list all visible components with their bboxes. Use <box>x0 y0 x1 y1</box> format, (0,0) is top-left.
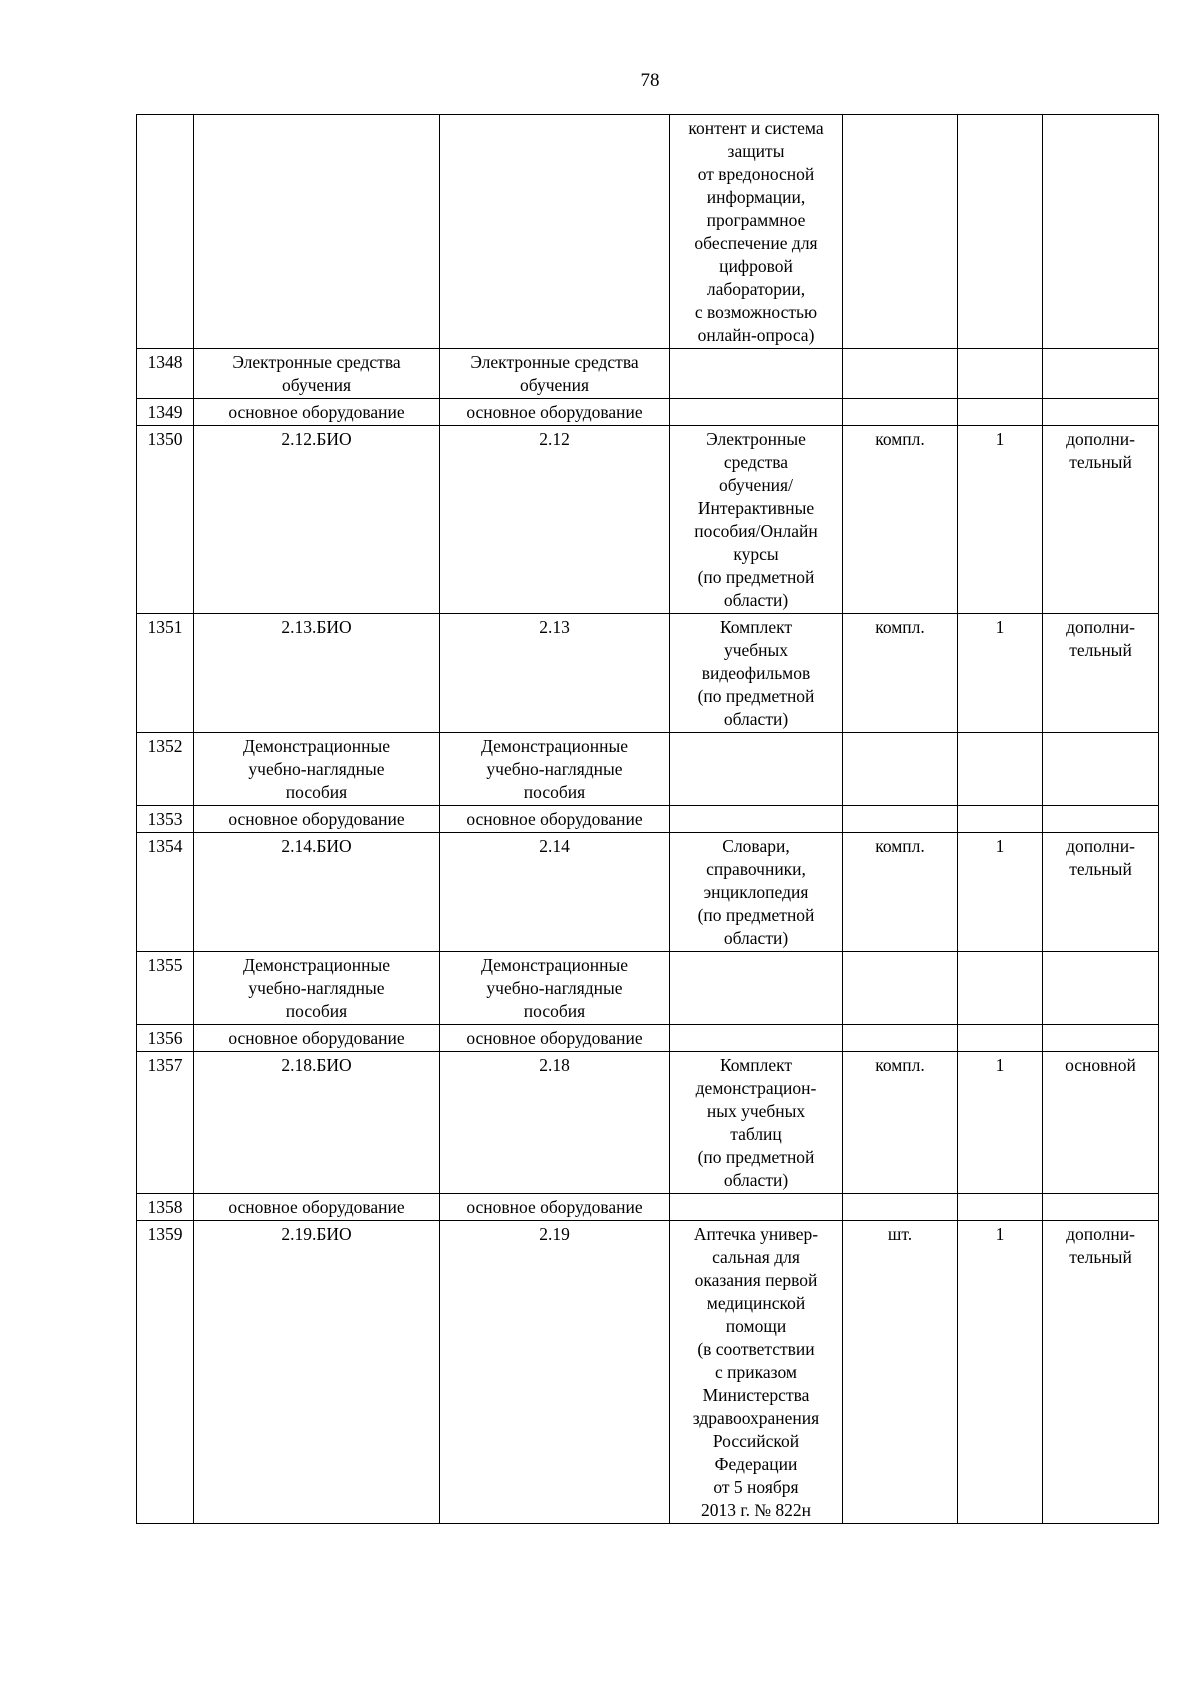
code-cell: основное оборудование <box>194 1194 440 1221</box>
table-row <box>137 1221 1159 1524</box>
unit-cell: компл. <box>843 833 958 952</box>
section-cell: основное оборудование <box>440 806 670 833</box>
item-name-cell <box>670 1025 843 1052</box>
item-name-cell: Комплект учебных видеофильмов (по предметной области) <box>670 614 843 733</box>
unit-cell: компл. <box>843 614 958 733</box>
quantity-cell: 1 <box>958 833 1043 952</box>
code-cell <box>194 115 440 349</box>
type-cell <box>1043 952 1159 1025</box>
code-cell: 2.18.БИО <box>194 1052 440 1194</box>
type-cell: дополни- тельный <box>1043 833 1159 952</box>
row-number-cell: 1357 <box>137 1052 194 1194</box>
code-cell: 2.13.БИО <box>194 614 440 733</box>
code-cell: основное оборудование <box>194 806 440 833</box>
table-row <box>137 399 1159 426</box>
section-cell: Демонстрационные учебно-наглядные пособия <box>440 952 670 1025</box>
item-name-cell: Комплект демонстрацион- ных учебных таблиц (по предметной области) <box>670 1052 843 1194</box>
code-cell: Электронные средства обучения <box>194 349 440 399</box>
type-cell <box>1043 733 1159 806</box>
row-number-cell: 1350 <box>137 426 194 614</box>
row-number-cell: 1349 <box>137 399 194 426</box>
quantity-cell <box>958 1194 1043 1221</box>
unit-cell: компл. <box>843 426 958 614</box>
quantity-cell <box>958 806 1043 833</box>
row-number-cell <box>137 115 194 349</box>
table-row <box>137 614 1159 733</box>
section-cell: Демонстрационные учебно-наглядные пособия <box>440 733 670 806</box>
table-row <box>137 1052 1159 1194</box>
item-name-cell <box>670 952 843 1025</box>
item-name-cell: Аптечка универ- сальная для оказания первой медицинской помощи (в соответствии с приказом Министерства здравоохранения Российской Федерации от 5 ноября 2013 г. № 822н <box>670 1221 843 1524</box>
row-number-cell: 1351 <box>137 614 194 733</box>
unit-cell <box>843 115 958 349</box>
equipment-table <box>136 114 1159 1524</box>
unit-cell: шт. <box>843 1221 958 1524</box>
quantity-cell: 1 <box>958 1221 1043 1524</box>
item-name-cell <box>670 733 843 806</box>
table-row <box>137 1194 1159 1221</box>
type-cell <box>1043 115 1159 349</box>
section-cell: 2.19 <box>440 1221 670 1524</box>
table-row <box>137 952 1159 1025</box>
type-cell <box>1043 1025 1159 1052</box>
section-cell <box>440 115 670 349</box>
item-name-cell <box>670 806 843 833</box>
row-number-cell: 1356 <box>137 1025 194 1052</box>
section-cell: основное оборудование <box>440 399 670 426</box>
type-cell: основной <box>1043 1052 1159 1194</box>
type-cell: дополни- тельный <box>1043 426 1159 614</box>
quantity-cell: 1 <box>958 614 1043 733</box>
row-number-cell: 1359 <box>137 1221 194 1524</box>
unit-cell: компл. <box>843 1052 958 1194</box>
unit-cell <box>843 806 958 833</box>
section-cell: 2.14 <box>440 833 670 952</box>
type-cell <box>1043 399 1159 426</box>
code-cell: 2.12.БИО <box>194 426 440 614</box>
code-cell: 2.19.БИО <box>194 1221 440 1524</box>
code-cell: Демонстрационные учебно-наглядные пособия <box>194 733 440 806</box>
section-cell: 2.12 <box>440 426 670 614</box>
section-cell: Электронные средства обучения <box>440 349 670 399</box>
row-number-cell: 1354 <box>137 833 194 952</box>
type-cell <box>1043 349 1159 399</box>
type-cell <box>1043 806 1159 833</box>
item-name-cell: Словари, справочники, энциклопедия (по предметной области) <box>670 833 843 952</box>
table-row <box>137 426 1159 614</box>
item-name-cell <box>670 1194 843 1221</box>
quantity-cell: 1 <box>958 1052 1043 1194</box>
type-cell <box>1043 1194 1159 1221</box>
item-name-cell: Электронные средства обучения/ Интерактивные пособия/Онлайн курсы (по предметной области) <box>670 426 843 614</box>
quantity-cell <box>958 952 1043 1025</box>
table-row <box>137 115 1159 349</box>
type-cell: дополни- тельный <box>1043 614 1159 733</box>
quantity-cell <box>958 349 1043 399</box>
unit-cell <box>843 349 958 399</box>
table-row <box>137 833 1159 952</box>
quantity-cell <box>958 1025 1043 1052</box>
type-cell: дополни- тельный <box>1043 1221 1159 1524</box>
unit-cell <box>843 952 958 1025</box>
row-number-cell: 1355 <box>137 952 194 1025</box>
code-cell: основное оборудование <box>194 1025 440 1052</box>
row-number-cell: 1352 <box>137 733 194 806</box>
quantity-cell <box>958 115 1043 349</box>
table-row <box>137 806 1159 833</box>
unit-cell <box>843 399 958 426</box>
item-name-cell: контент и система защиты от вредоносной информации, программное обеспечение для цифровой лаборатории, с возможностью онлайн-опроса) <box>670 115 843 349</box>
quantity-cell <box>958 733 1043 806</box>
row-number-cell: 1348 <box>137 349 194 399</box>
item-name-cell <box>670 399 843 426</box>
unit-cell <box>843 1025 958 1052</box>
section-cell: основное оборудование <box>440 1194 670 1221</box>
quantity-cell: 1 <box>958 426 1043 614</box>
code-cell: основное оборудование <box>194 399 440 426</box>
quantity-cell <box>958 399 1043 426</box>
page-number: 78 <box>640 70 660 91</box>
code-cell: Демонстрационные учебно-наглядные пособия <box>194 952 440 1025</box>
row-number-cell: 1353 <box>137 806 194 833</box>
section-cell: 2.13 <box>440 614 670 733</box>
table-row <box>137 1025 1159 1052</box>
table-row <box>137 349 1159 399</box>
item-name-cell <box>670 349 843 399</box>
code-cell: 2.14.БИО <box>194 833 440 952</box>
section-cell: основное оборудование <box>440 1025 670 1052</box>
unit-cell <box>843 733 958 806</box>
unit-cell <box>843 1194 958 1221</box>
row-number-cell: 1358 <box>137 1194 194 1221</box>
section-cell: 2.18 <box>440 1052 670 1194</box>
table-row <box>137 733 1159 806</box>
